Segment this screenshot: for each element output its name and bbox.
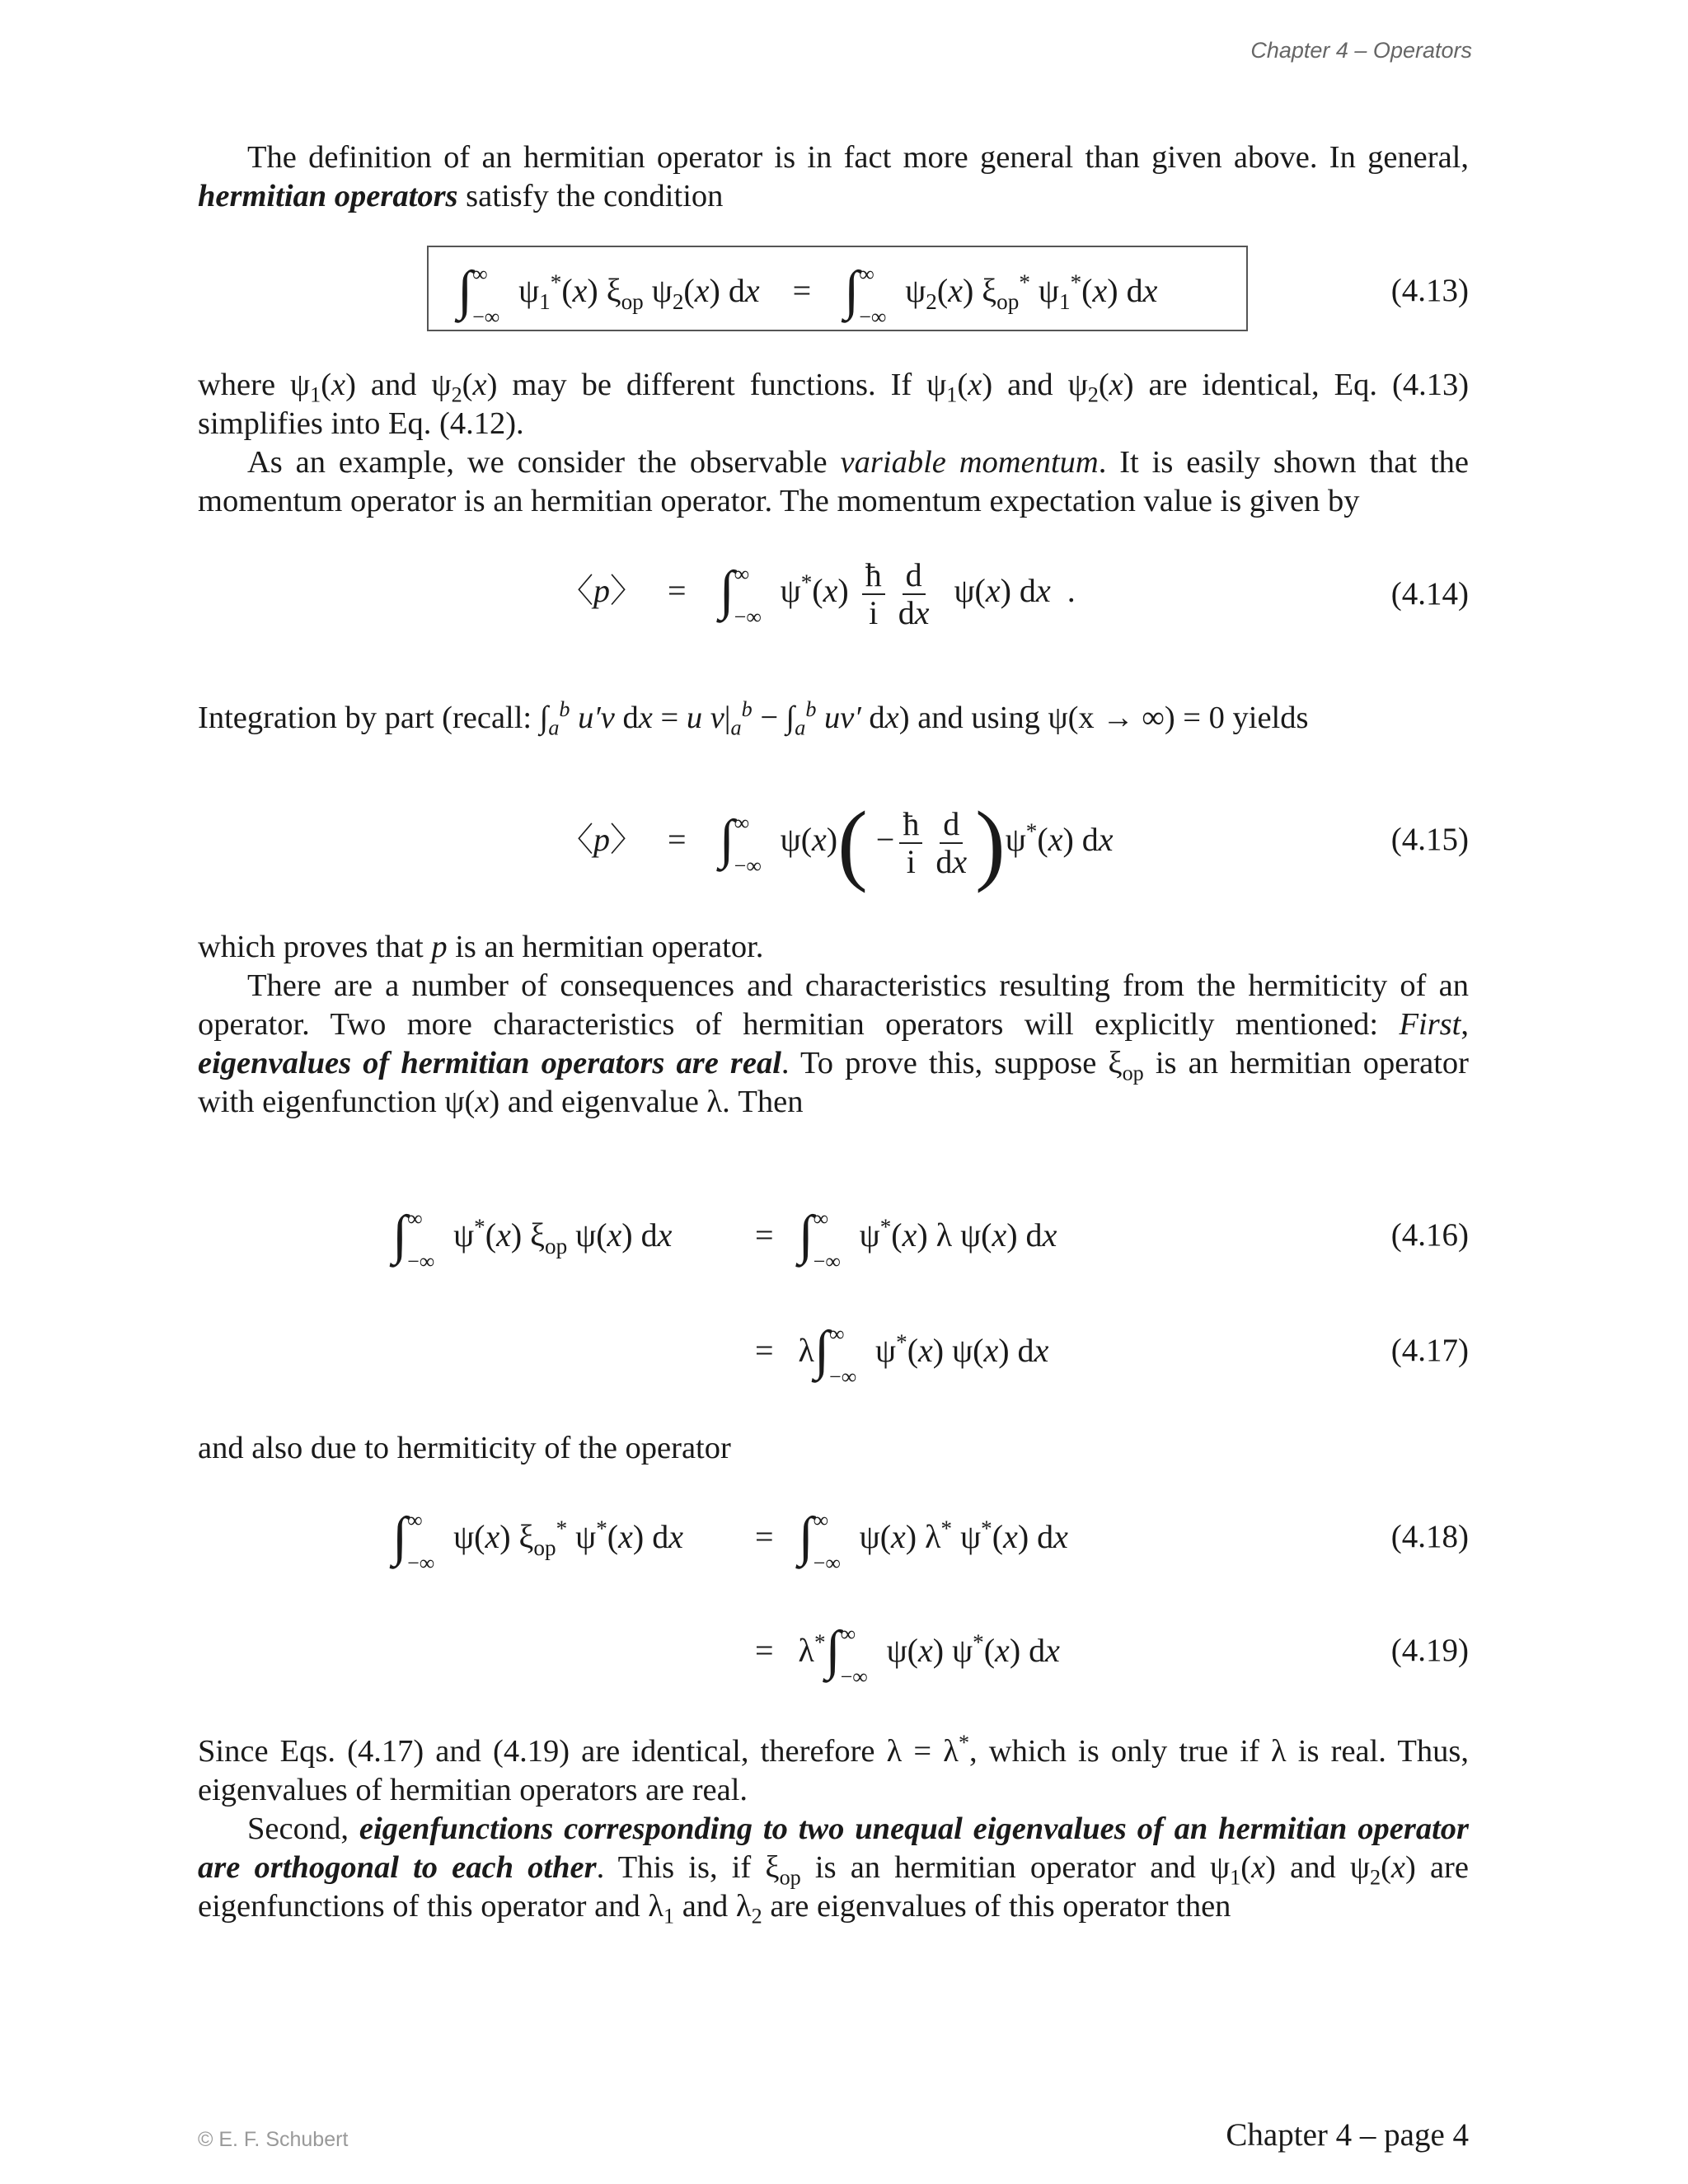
- equation-4-16: ∫ ∞ −∞ ψ*(x) $\xi_{op}$ ψ(x) dx: [392, 1205, 673, 1273]
- paragraph-also-due: and also due to hermiticity of the operator: [198, 1431, 731, 1465]
- paragraph-integration-by-parts: Integration by part (recall: $\int_a^b$ u′v dx = u $v|_a^b - \int_a^b$ uv′ dx) and using ψ(x → ∞) = 0 yields: [198, 697, 1309, 740]
- paragraph-where: where $\psi_1(x)$ and $\psi_2(x)$ may be different functions. If $\psi_1(x)$ and $\psi_2(x)$ are identical, Eq. (4.13) simplifies into Eq. (4.12).: [198, 368, 1470, 441]
- emphasis-hermitian-operators: hermitian operators: [198, 179, 458, 213]
- copyright-footer: © E. F. Schubert: [198, 2128, 349, 2151]
- equation-4-14: 〈p〉 = ∫ ∞ −∞ ψ*(x) $\frac{ħ}{i}$ $\frac{d}{dx}$ ψ(x) dx .: [560, 555, 1076, 631]
- equation-number-4-14: (4.14): [1390, 576, 1469, 612]
- equation-4-13: ∫ ∞ −∞ $\psi_1^*(x)$ $\xi_{op}$ $\psi_2(x)$ dx = ∫ ∞ −∞ $\psi_2(x)$ $\xi_{op}^*$ $\psi_1^*(x)$ dx: [457, 260, 1158, 329]
- equation-4-17: = λ∫ ∞ −∞ ψ*(x) ψ(x) dx: [755, 1320, 1049, 1389]
- paragraph-since-eqs: Since Eqs. (4.17) and (4.19) are identical, therefore λ = λ*, which is only true if λ is real. Thus, eigenvalues of hermitian operators are real.: [198, 1731, 1469, 1807]
- equation-number-4-13: (4.13): [1390, 273, 1469, 308]
- paragraph-proves: which proves that p is an hermitian operator.: [198, 930, 764, 964]
- equation-number-4-16: (4.16): [1390, 1217, 1469, 1253]
- equation-number-4-15: (4.15): [1390, 822, 1469, 857]
- equation-4-18: ∫ ∞ −∞ ψ(x) $\xi_{op}^*$ ψ*(x) dx: [392, 1507, 683, 1575]
- equation-4-18-rhs: = ∫ ∞ −∞ ψ(x) λ* ψ*(x) dx: [755, 1507, 1068, 1575]
- page-number: Chapter 4 – page 4: [1226, 2117, 1469, 2153]
- paragraph-momentum-example: As an example, we consider the observable variable momentum. It is easily shown that the momentum operator is an hermitian operator. The momentum expectation value is given by: [198, 445, 1469, 518]
- equation-number-4-19: (4.19): [1390, 1633, 1469, 1668]
- inline-formula-parts: $\int_a^b$ u′v dx = u $v|_a^b - \int_a^b$ uv′ dx: [539, 697, 899, 740]
- equation-4-16-rhs: = ∫ ∞ −∞ ψ*(x) λ ψ(x) dx: [755, 1205, 1057, 1273]
- equation-number-4-17: (4.17): [1390, 1333, 1469, 1368]
- emphasis-orthogonal: eigenfunctions corresponding to two unequal eigenvalues of an hermitian operator are orthogonal to each other: [198, 1811, 1469, 1885]
- paragraph-hermitian-definition: The definition of an hermitian operator is in fact more general than given above. In general, hermitian operators satisfy the condition: [198, 140, 1469, 213]
- paragraph-second-orthogonal: Second, eigenfunctions corresponding to two unequal eigenvalues of an hermitian operator are orthogonal to each other. This is, if $\xi_{op}$ is an hermitian operator and $\psi_1(x)$ and $\psi_2(x)$ are eigenfunctions of this operator and $\lambda_1$ and $\lambda_2$ are eigenvalues of this operator then: [198, 1811, 1469, 1929]
- equation-4-15: 〈p〉 = ∫ ∞ −∞ ψ(x)( − $\frac{ħ}{i}$ $\frac{d}{dx}$ )ψ*(x) dx: [560, 792, 1114, 893]
- emphasis-eigenvalues-real: eigenvalues of hermitian operators are real: [198, 1046, 781, 1080]
- running-header: Chapter 4 – Operators: [1250, 38, 1472, 63]
- paragraph-consequences: There are a number of consequences and characteristics resulting from the hermiticity of an operator. Two more characteristics of hermitian operators will explicitly mentioned: First, eigenvalues of hermitian operators are real. To prove this, suppose $\xi_{op}$ is an hermitian operator with eigenfunction ψ(x) and eigenvalue λ. Then: [198, 968, 1469, 1119]
- equation-4-19: = λ*∫ ∞ −∞ ψ(x) ψ*(x) dx: [755, 1620, 1060, 1689]
- equation-number-4-18: (4.18): [1390, 1519, 1469, 1554]
